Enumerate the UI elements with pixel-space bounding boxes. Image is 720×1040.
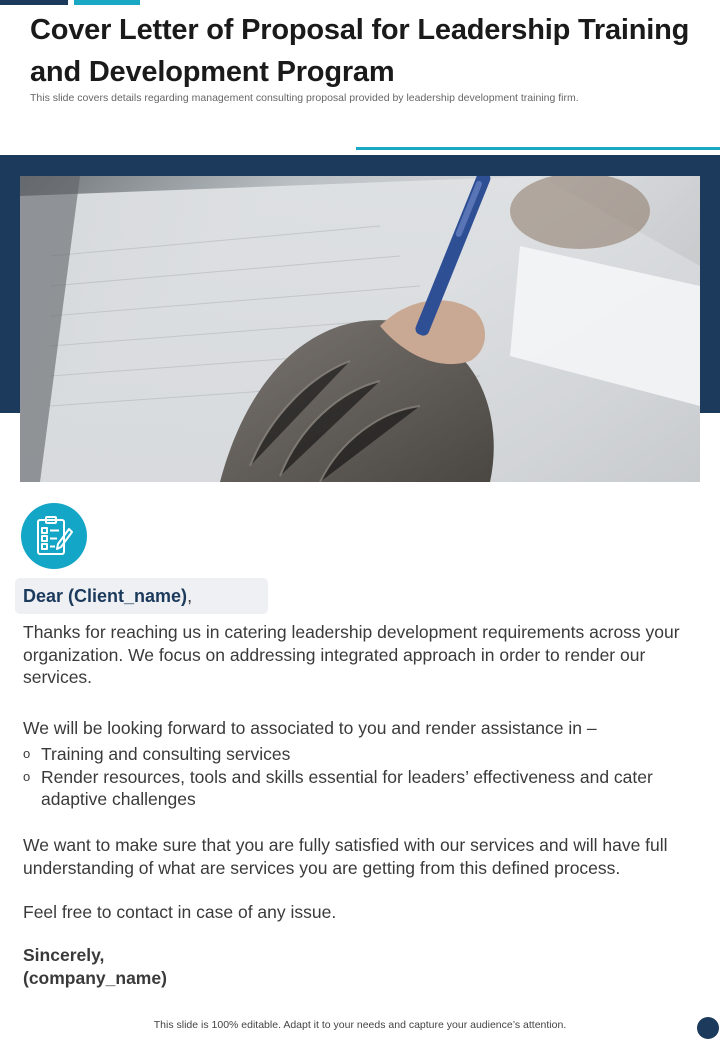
- hand-writing-photo: [20, 176, 700, 482]
- top-accent-bar-dark: [0, 0, 68, 5]
- list-item: [23, 743, 708, 766]
- greeting-comma: ,: [187, 585, 193, 606]
- page-indicator-dot: [697, 1017, 719, 1039]
- services-list: [23, 743, 708, 811]
- bullet-marker: o: [23, 768, 31, 784]
- teal-accent-line: [356, 147, 720, 150]
- company-name: (company_name): [23, 968, 167, 988]
- paragraph-intro: Thanks for reaching us in catering leadership development requirements across your organization. We focus on addressing integrated approach in order to render our services.: [23, 622, 680, 687]
- list-item-text: Render resources, tools and skills essential for leaders’ effectiveness and cater adaptive challenges: [41, 766, 653, 809]
- footer-note: This slide is 100% editable. Adapt it to your needs and capture your audience’s attention.: [153, 1019, 567, 1031]
- list-item-text: Training and consulting services: [41, 744, 291, 764]
- page-title: Cover Letter of Proposal for Leadership Training and Development Program: [30, 14, 690, 88]
- page-subtitle: This slide covers details regarding management consulting proposal provided by leadership development training firm.: [30, 92, 579, 104]
- greeting-box: [15, 578, 268, 614]
- top-accent-bar-teal: [74, 0, 140, 5]
- clipboard-checklist-icon: [21, 503, 87, 569]
- bullet-marker: o: [23, 746, 31, 761]
- paragraph-contact: Feel free to contact in case of any issue.: [23, 902, 337, 922]
- greeting-client-name: Dear (Client_name): [23, 585, 188, 606]
- paragraph-assistance: We will be looking forward to associated to you and render assistance in –: [23, 718, 597, 738]
- letter-signoff: [23, 944, 167, 990]
- paragraph-satisfaction: We want to make sure that you are fully satisfied with our services and will have full understanding of what are services you are getting from this defined process.: [23, 835, 668, 878]
- closing-text: Sincerely,: [23, 945, 105, 965]
- list-item: [23, 766, 708, 811]
